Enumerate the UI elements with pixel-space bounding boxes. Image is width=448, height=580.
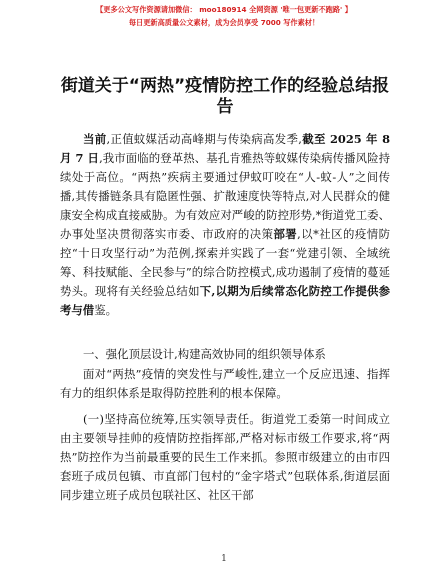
text-run: 下,以期为后续常态化防控工作提供参考与借 [60,284,390,317]
section-1-paragraph [60,365,390,403]
promo-banner-line-1: 【更多公文写作资源请加微信： moo180914 全网资源 '唯一包更新不跑路' 】 [96,5,352,14]
text-run: 鉴。 [94,303,117,317]
subsection-1-paragraph [60,410,390,505]
text-run: 当前 [83,132,107,146]
text-run: 部署 [273,227,298,241]
text-run: 截至 2025 年 8 月 7 日 [60,132,390,165]
text-run: ,以*社区的疫情防控“十日攻坚行动”为范例,探索并实践了一套“党建引领、全域统筹、科技赋能、全民参与”的综合防控模式,成功遏制了疫情的蔓延势头。现将有关经验总结如 [60,227,390,298]
document-title: 街道关于“两热”疫情防控工作的经验总结报告 [60,76,390,117]
text-run: (一)坚持高位统筹,压实领导责任。街道党工委第一时间成立由主要领导挂帅的疫情防控指挥部,严格对标市级工作要求,将“两热”防控作为当前最重要的民生工作来抓。参照市级建立的由市四套班子成员包镇、市直部门包村的“金字塔式”包联体系,街道层面同步建立班子成员包联社区、社区干部 [60,412,390,502]
promo-banner-line-2: 每日更新高质量公文素材，成为会员享受 7000 写作素材！ [128,18,320,27]
page-number: 1 [221,554,227,564]
text-run: 一、强化顶层设计,构建高效协同的组织领导体系 [83,347,326,361]
text-run: 面对“两热”疫情的突发性与严峻性,建立一个反应迅速、指挥有力的组织体系是取得防控胜利的根本保障。 [60,367,390,400]
text-run: ,正值蚊媒活动高峰期与传染病高发季, [106,132,302,146]
section-heading-1 [60,345,390,364]
intro-paragraph [60,130,390,320]
text-run: ,我市面临的登革热、基孔肯雅热等蚊媒传染病传播风险持续处于高位。“两热”疾病主要通过伊蚊叮咬在“人-蚊-人”之间传播,其传播链条具有隐匿性强、扩散速度快等特点,对人民群众的健康安全构成直接威胁。为有效应对严峻的防控形势,*街道党工委、办事处坚决贯彻落实市委、市政府的决策 [60,151,391,241]
